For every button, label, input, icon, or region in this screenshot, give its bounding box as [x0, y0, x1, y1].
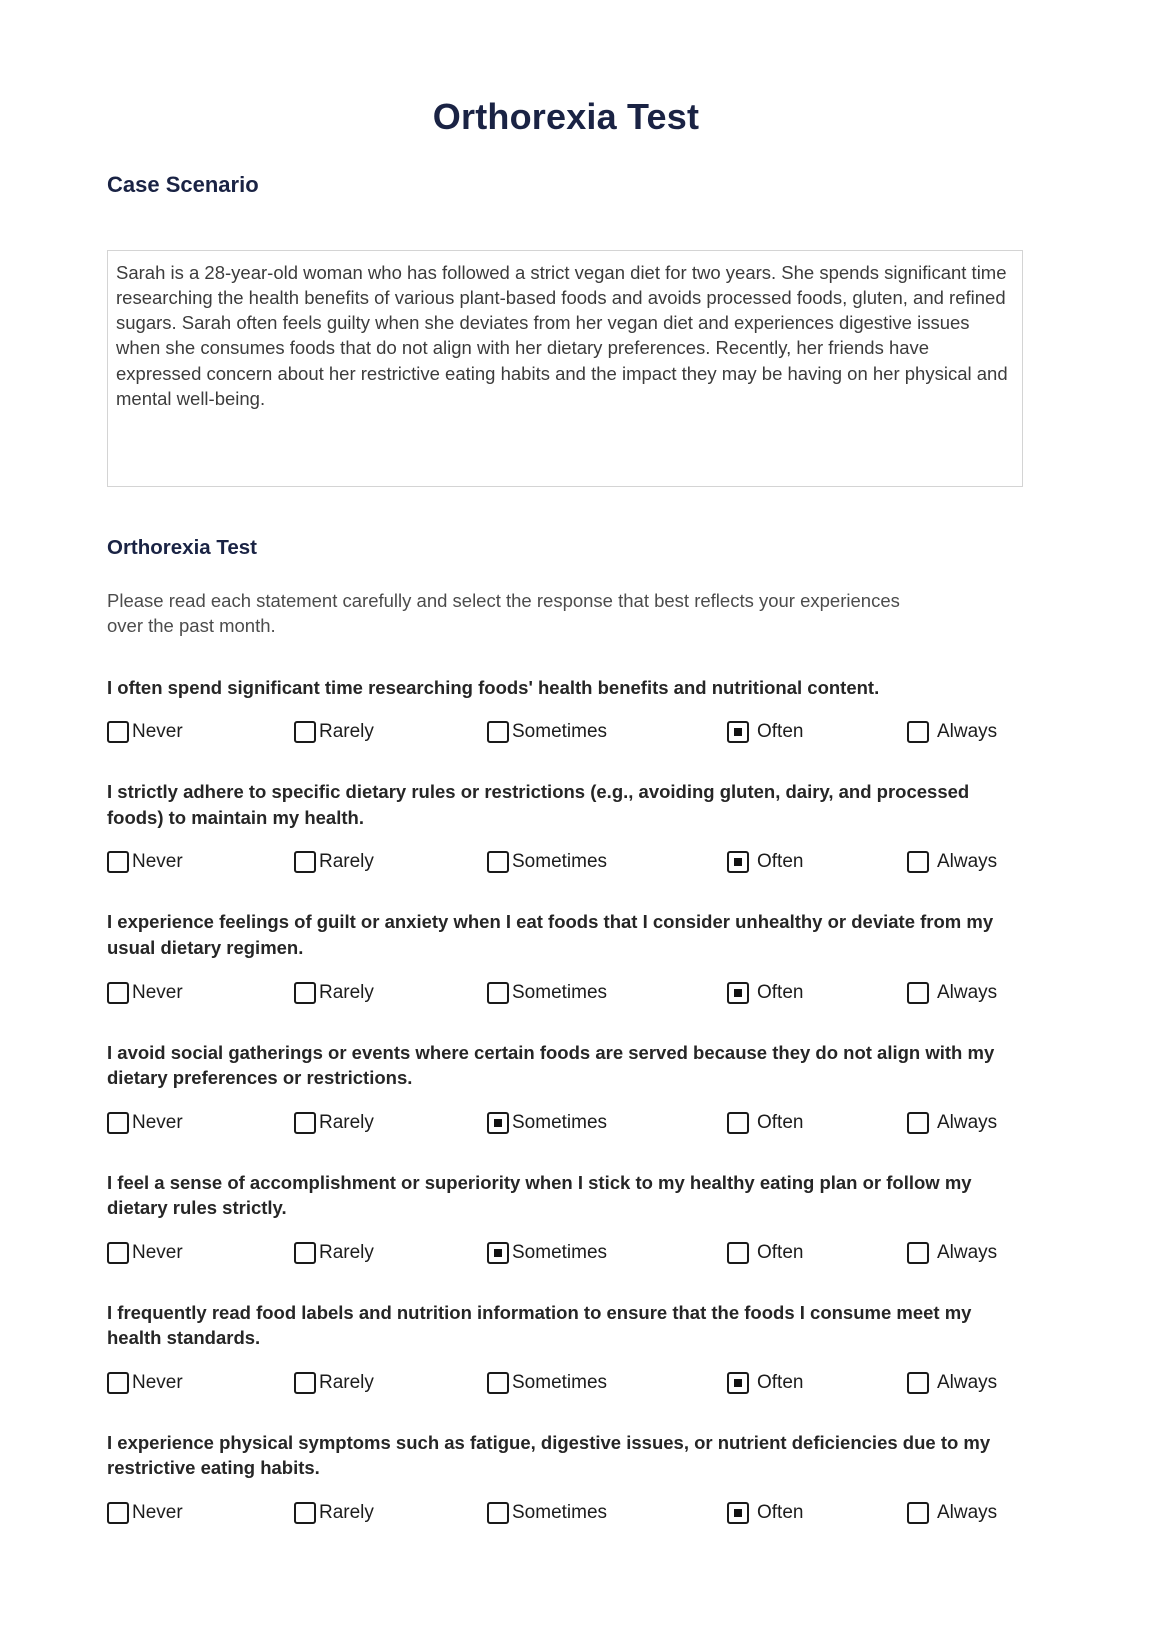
question-text: I experience physical symptoms such as fatigue, digestive issues, or nutrient deficiencies due to my restrictive eating habits. [107, 1431, 991, 1479]
case-scenario-text: Sarah is a 28-year-old woman who has followed a strict vegan diet for two years. She spends significant time researching the health benefits of various plant-based foods and avoids processed foods, gluten, and refined sugars. Sarah often feels guilty when she deviates from her vegan diet and experiences digestive issues when she consumes foods that do not align with her dietary preferences. Recently, her friends have expressed concern about her restrictive eating habits and the impact they may be having on her physical and mental well-being. [116, 262, 1008, 409]
checkbox-checked-icon[interactable] [727, 721, 749, 743]
option-label: Often [757, 851, 804, 873]
option-label: Always [937, 981, 998, 1003]
option-label: Rarely [319, 1111, 374, 1133]
option-label: Often [757, 1371, 804, 1393]
test-instructions: Please read each statement carefully and select the response that best reflects your experiences over the past month. [107, 590, 900, 636]
checkbox-unchecked-icon[interactable] [294, 982, 316, 1004]
option-label: Rarely [319, 1241, 374, 1263]
checkbox-unchecked-icon[interactable] [907, 1242, 929, 1264]
checkbox-unchecked-icon[interactable] [907, 721, 929, 743]
option-never[interactable] [107, 1502, 294, 1524]
question-text: I experience feelings of guilt or anxiety when I eat foods that I consider unhealthy or deviate from my usual dietary regimen. [107, 911, 994, 958]
option-rarely[interactable] [294, 1372, 487, 1394]
option-sometimes[interactable] [487, 1372, 727, 1394]
case-scenario-heading: Case Scenario [107, 172, 259, 197]
checkbox-checked-icon[interactable] [487, 1242, 509, 1264]
option-label: Sometimes [512, 851, 608, 873]
checkbox-unchecked-icon[interactable] [294, 721, 316, 743]
options-row [107, 1372, 1025, 1394]
question-text: I frequently read food labels and nutrition information to ensure that the foods I consume meet my health standards. [107, 1301, 972, 1349]
option-label: Sometimes [512, 1501, 608, 1523]
questions-list [107, 675, 1025, 1524]
checkbox-unchecked-icon[interactable] [907, 1502, 929, 1524]
document-page [107, 0, 1025, 1524]
checkbox-unchecked-icon[interactable] [107, 1372, 129, 1394]
option-label: Never [132, 1111, 183, 1133]
option-always[interactable] [907, 1372, 1025, 1394]
option-never[interactable] [107, 851, 294, 873]
option-label: Sometimes [512, 981, 608, 1003]
option-label: Sometimes [512, 721, 608, 743]
option-always[interactable] [907, 1242, 1025, 1264]
option-sometimes[interactable] [487, 721, 727, 743]
option-never[interactable] [107, 1242, 294, 1264]
checkbox-unchecked-icon[interactable] [294, 851, 316, 873]
option-label: Always [937, 1111, 998, 1133]
option-label: Often [757, 721, 804, 743]
option-sometimes[interactable] [487, 851, 727, 873]
question-text: I avoid social gatherings or events where certain foods are served because they do not align with my dietary preferences or restrictions. [107, 1041, 995, 1089]
option-label: Always [937, 1371, 998, 1393]
option-rarely[interactable] [294, 1112, 487, 1134]
option-rarely[interactable] [294, 851, 487, 873]
option-label: Never [132, 1371, 183, 1393]
question-text: I feel a sense of accomplishment or superiority when I stick to my healthy eating plan or follow my dietary rules strictly. [107, 1171, 972, 1219]
option-label: Rarely [319, 1501, 374, 1523]
question-block [107, 779, 1025, 873]
option-label: Rarely [319, 721, 374, 743]
checkbox-unchecked-icon[interactable] [294, 1112, 316, 1134]
checkbox-unchecked-icon[interactable] [487, 851, 509, 873]
option-often[interactable] [727, 1372, 907, 1394]
option-label: Often [757, 1111, 804, 1133]
option-always[interactable] [907, 1502, 1025, 1524]
option-sometimes[interactable] [487, 1112, 727, 1134]
option-label: Sometimes [512, 1241, 608, 1263]
options-row [107, 721, 1025, 743]
option-always[interactable] [907, 721, 1025, 743]
option-often[interactable] [727, 1242, 907, 1264]
checkbox-unchecked-icon[interactable] [907, 1112, 929, 1134]
option-rarely[interactable] [294, 1502, 487, 1524]
options-row [107, 982, 1025, 1004]
question-block [107, 1040, 1025, 1134]
checkbox-checked-icon[interactable] [727, 1372, 749, 1394]
checkbox-unchecked-icon[interactable] [107, 982, 129, 1004]
checkbox-unchecked-icon[interactable] [107, 1242, 129, 1264]
page-title: Orthorexia Test [432, 96, 700, 137]
checkbox-checked-icon[interactable] [727, 1502, 749, 1524]
option-always[interactable] [907, 851, 1025, 873]
option-sometimes[interactable] [487, 982, 727, 1004]
question-block [107, 1430, 1025, 1524]
options-row [107, 1242, 1025, 1264]
options-row [107, 1112, 1025, 1134]
option-rarely[interactable] [294, 982, 487, 1004]
option-label: Always [937, 721, 998, 743]
option-label: Often [757, 1241, 804, 1263]
option-always[interactable] [907, 1112, 1025, 1134]
checkbox-unchecked-icon[interactable] [907, 851, 929, 873]
option-label: Sometimes [512, 1371, 608, 1393]
option-label: Rarely [319, 981, 374, 1003]
option-often[interactable] [727, 721, 907, 743]
option-label: Never [132, 721, 183, 743]
option-never[interactable] [107, 721, 294, 743]
case-scenario-textbox[interactable] [107, 250, 1023, 487]
option-often[interactable] [727, 1112, 907, 1134]
option-label: Always [937, 1241, 998, 1263]
option-label: Never [132, 851, 183, 873]
option-never[interactable] [107, 1112, 294, 1134]
checkbox-unchecked-icon[interactable] [487, 721, 509, 743]
option-often[interactable] [727, 851, 907, 873]
option-rarely[interactable] [294, 721, 487, 743]
checkbox-unchecked-icon[interactable] [107, 851, 129, 873]
checkbox-checked-icon[interactable] [487, 1112, 509, 1134]
checkbox-unchecked-icon[interactable] [727, 1242, 749, 1264]
checkbox-unchecked-icon[interactable] [727, 1112, 749, 1134]
options-row [107, 1502, 1025, 1524]
checkbox-unchecked-icon[interactable] [487, 1502, 509, 1524]
option-always[interactable] [907, 982, 1025, 1004]
option-label: Rarely [319, 1371, 374, 1393]
question-block [107, 675, 1025, 744]
option-label: Never [132, 1241, 183, 1263]
checkbox-unchecked-icon[interactable] [294, 1242, 316, 1264]
option-never[interactable] [107, 1372, 294, 1394]
option-sometimes[interactable] [487, 1502, 727, 1524]
option-never[interactable] [107, 982, 294, 1004]
option-label: Always [937, 1501, 998, 1523]
option-label: Never [132, 981, 183, 1003]
test-section-heading: Orthorexia Test [107, 536, 257, 559]
options-row [107, 851, 1025, 873]
checkbox-unchecked-icon[interactable] [107, 721, 129, 743]
option-label: Sometimes [512, 1111, 608, 1133]
checkbox-unchecked-icon[interactable] [907, 982, 929, 1004]
option-often[interactable] [727, 982, 907, 1004]
option-label: Always [937, 851, 998, 873]
option-label: Often [757, 981, 804, 1003]
checkbox-unchecked-icon[interactable] [107, 1502, 129, 1524]
question-block [107, 1170, 1025, 1264]
checkbox-unchecked-icon[interactable] [294, 1372, 316, 1394]
option-label: Rarely [319, 851, 374, 873]
checkbox-unchecked-icon[interactable] [294, 1502, 316, 1524]
checkbox-checked-icon[interactable] [727, 851, 749, 873]
option-sometimes[interactable] [487, 1242, 727, 1264]
option-rarely[interactable] [294, 1242, 487, 1264]
checkbox-unchecked-icon[interactable] [107, 1112, 129, 1134]
option-label: Often [757, 1501, 804, 1523]
question-text: I strictly adhere to specific dietary rules or restrictions (e.g., avoiding gluten, dairy, and processed foods) to maintain my health. [107, 781, 970, 828]
checkbox-checked-icon[interactable] [727, 982, 749, 1004]
question-block [107, 909, 1025, 1003]
checkbox-unchecked-icon[interactable] [907, 1372, 929, 1394]
checkbox-unchecked-icon[interactable] [487, 982, 509, 1004]
question-block [107, 1300, 1025, 1394]
option-often[interactable] [727, 1502, 907, 1524]
question-text: I often spend significant time researching foods' health benefits and nutritional content. [107, 676, 880, 698]
checkbox-unchecked-icon[interactable] [487, 1372, 509, 1394]
option-label: Never [132, 1501, 183, 1523]
